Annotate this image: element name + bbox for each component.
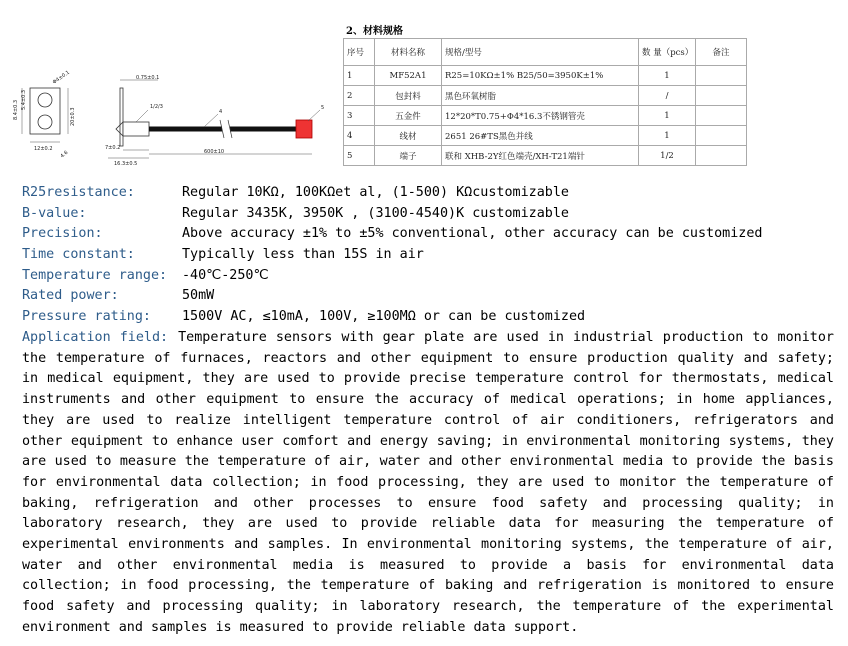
- spec-label: Temperature range:: [22, 267, 168, 283]
- table-title: 2、材料规格: [346, 26, 403, 37]
- spec-row-pressure-rating: [22, 307, 842, 328]
- cell: 2: [344, 86, 375, 106]
- spec-row-precision: [22, 224, 842, 245]
- application-field-label: Application field:: [22, 330, 169, 345]
- table-row: [344, 106, 747, 126]
- application-field-paragraph: [22, 328, 834, 639]
- spec-label: Rated power:: [22, 288, 119, 304]
- cell: R25=10KΩ±1% B25/50=3950K±1%: [442, 66, 639, 86]
- cell: [696, 66, 747, 86]
- dim-height: 20±0.3: [70, 107, 76, 126]
- dim-left: 8.4±0.3: [13, 99, 19, 120]
- cell: 5: [344, 146, 375, 166]
- cell: 1: [639, 66, 696, 86]
- spec-row-temperature-range: [22, 266, 842, 287]
- spec-value: -40℃-250℃: [182, 267, 269, 283]
- cell: 包封料: [375, 86, 442, 106]
- callout-5: 5: [321, 105, 325, 111]
- cell: 1: [344, 66, 375, 86]
- plate-side: [120, 88, 123, 146]
- spec-value: Regular 3435K, 3950K , (3100-4540)K customizable: [182, 205, 569, 221]
- spec-list: [22, 183, 842, 328]
- cell: 4: [344, 126, 375, 146]
- cell: /: [639, 86, 696, 106]
- dim-length: 600±10: [204, 149, 225, 155]
- header-qty: 数 量（pcs）: [639, 39, 696, 66]
- spec-label: Precision:: [22, 226, 103, 242]
- spec-row-rated-power: [22, 286, 842, 307]
- cell: 3: [344, 106, 375, 126]
- cell: 线材: [375, 126, 442, 146]
- dim-left2: 5.4±0.3: [21, 89, 27, 110]
- spec-row-b-value: [22, 204, 842, 225]
- table-header-row: [344, 39, 747, 66]
- spec-value: Typically less than 15S in air: [182, 247, 424, 263]
- cell: MF52A1: [375, 66, 442, 86]
- spec-value: Above accuracy ±1% to ±5% conventional, other accuracy can be customized: [182, 226, 763, 242]
- cell: 1/2: [639, 146, 696, 166]
- sensor-technical-drawing: [8, 70, 338, 170]
- cell: 五金件: [375, 106, 442, 126]
- plate-outline: [30, 88, 60, 134]
- spec-value: 1500V AC, ≤10mA, 100V, ≥100MΩ or can be customized: [182, 309, 586, 325]
- connector: [296, 120, 312, 138]
- table-row: [344, 146, 747, 166]
- plate-hole-2: [38, 115, 52, 129]
- cell: 1: [639, 106, 696, 126]
- table-row: [344, 86, 747, 106]
- cell: 12*20*T0.75+Φ4*16.3不锈钢管壳: [442, 106, 639, 126]
- probe-tip: [116, 122, 123, 136]
- dim-seg2: 16.3±0.5: [114, 161, 138, 167]
- dim-top: 0.75±0.1: [136, 75, 160, 81]
- plate-hole: [38, 93, 52, 107]
- spec-value: 50mW: [182, 288, 215, 304]
- probe-tube: [123, 122, 149, 136]
- header-remark: 备注: [696, 39, 747, 66]
- cell: 联和 XHB-2Y红色端壳/XH-T21端针: [442, 146, 639, 166]
- dim-hole: Φ4±0.1: [51, 70, 71, 86]
- spec-label: B-value:: [22, 205, 87, 221]
- spec-row-time-constant: [22, 245, 842, 266]
- table-row: [344, 66, 747, 86]
- cell: 端子: [375, 146, 442, 166]
- spec-value: Regular 10KΩ, 100KΩet al, (1-500) KΩcustomizable: [182, 185, 569, 200]
- header-material: 材料名称: [375, 39, 442, 66]
- table-row: [344, 126, 747, 146]
- dim-bottom: 12±0.2: [34, 146, 53, 152]
- header-spec: 规格/型号: [442, 39, 639, 66]
- spec-row-resistance: [22, 183, 842, 204]
- callout-1: 1/2/3: [150, 104, 163, 110]
- dim-seg1: 7±0.2: [105, 145, 121, 151]
- dim-angle: 4.6: [59, 149, 70, 160]
- cell: [696, 126, 747, 146]
- spec-label: Time constant:: [22, 247, 135, 263]
- cell: [696, 86, 747, 106]
- cell: 2651 26#TS黑色并线: [442, 126, 639, 146]
- cell: [696, 106, 747, 126]
- material-table: [343, 38, 747, 166]
- header-index: 序号: [344, 39, 375, 66]
- cell: 黑色环氧树脂: [442, 86, 639, 106]
- spec-label: R25resistance:: [22, 185, 135, 200]
- spec-label: Pressure rating:: [22, 309, 151, 325]
- cell: 1: [639, 126, 696, 146]
- callout-4: 4: [219, 109, 223, 115]
- application-field-text: Temperature sensors with gear plate are used in industrial production to monitor the temperature of furnaces, reactors and other equipment to ensure production quality and safety; in medical equipment, they are used to provide precise temperature control for thermostats, medical instruments and other equipment to ensure the accuracy of medical operations; in home appliances, they are used to realize intelligent temperature control of air conditioners, refrigerators and other equipment to enhance user comfort and energy saving; in environmental monitoring systems, they are used to measure the temperature of air, water and other environmental media to provide the basis for environmental data collection; in food processing, they are used to monitor the temperature of baking, refrigeration and other processes to ensure food safety and processing quality; in laboratory research, they are used to provide reliable data for measuring the temperature of experimental environments and samples. In environmental monitoring systems, the temperature of air, water and other environmental media is measured to provide a basis for environmental data collection; in food processing, the temperature of baking and refrigeration is monitored to ensure food safety and processing quality; in laboratory research, the temperature of the experimental environment and samples is measured to provide reliable data support.: [22, 330, 834, 635]
- cell: [696, 146, 747, 166]
